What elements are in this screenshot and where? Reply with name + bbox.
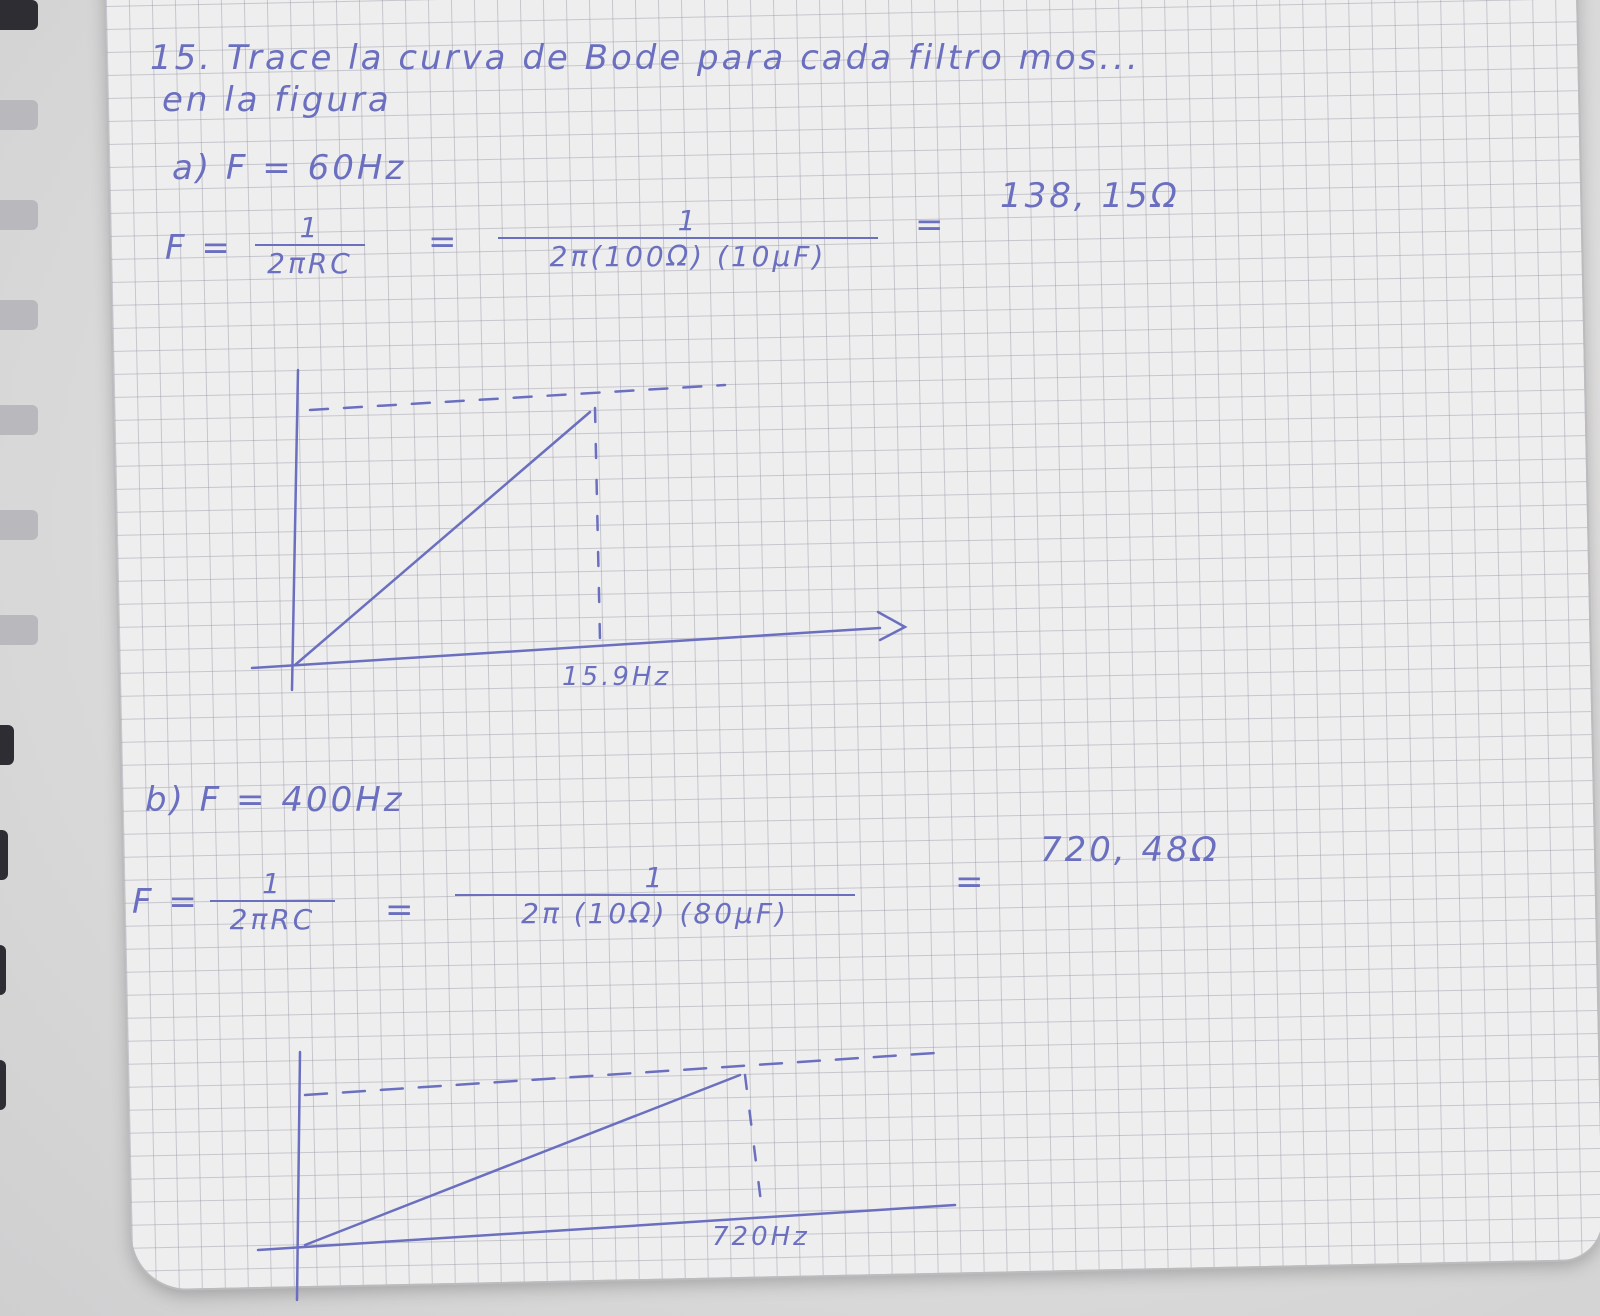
part-b-horizontal-dashed-line: [305, 1053, 935, 1095]
part-a-equals: =: [428, 222, 460, 262]
part-a-result: 138, 15Ω: [1000, 176, 1180, 216]
fraction-numerator: 1: [262, 867, 283, 900]
part-b-equals-2: =: [955, 862, 987, 902]
part-b-asymptote-line: [305, 1075, 740, 1245]
part-a-equals-2: =: [915, 205, 947, 245]
part-b-result: 720, 48Ω: [1040, 830, 1220, 870]
part-b-y-axis: [297, 1052, 300, 1300]
problem-heading: 15. Trace la curva de Bode para cada filtro mos...: [150, 38, 1141, 78]
fraction-denominator: 2π (10Ω) (80μF): [521, 897, 789, 930]
part-b-formula-lhs: F =: [132, 882, 200, 922]
part-a-cutoff-label: 15.9Hz: [562, 662, 672, 692]
part-b-x-axis: [258, 1205, 955, 1250]
part-b-cutoff-label: 720Hz: [712, 1222, 810, 1252]
fraction-numerator: 1: [644, 861, 666, 894]
part-a-formula-lhs: F =: [165, 228, 233, 268]
fraction-denominator: 2πRC: [229, 903, 316, 936]
part-b-vertical-dashed-line: [745, 1075, 762, 1210]
problem-heading-continued: en la figura: [162, 80, 392, 120]
part-b-equals: =: [385, 890, 417, 930]
fraction-denominator: 2π(100Ω) (10μF): [549, 240, 827, 273]
part-a-label: a) F = 60Hz: [172, 148, 407, 188]
part-b-label: b) F = 400Hz: [145, 780, 405, 820]
fraction-numerator: 1: [677, 204, 699, 237]
fraction-numerator: 1: [299, 211, 321, 244]
fraction-denominator: 2πRC: [267, 247, 353, 280]
